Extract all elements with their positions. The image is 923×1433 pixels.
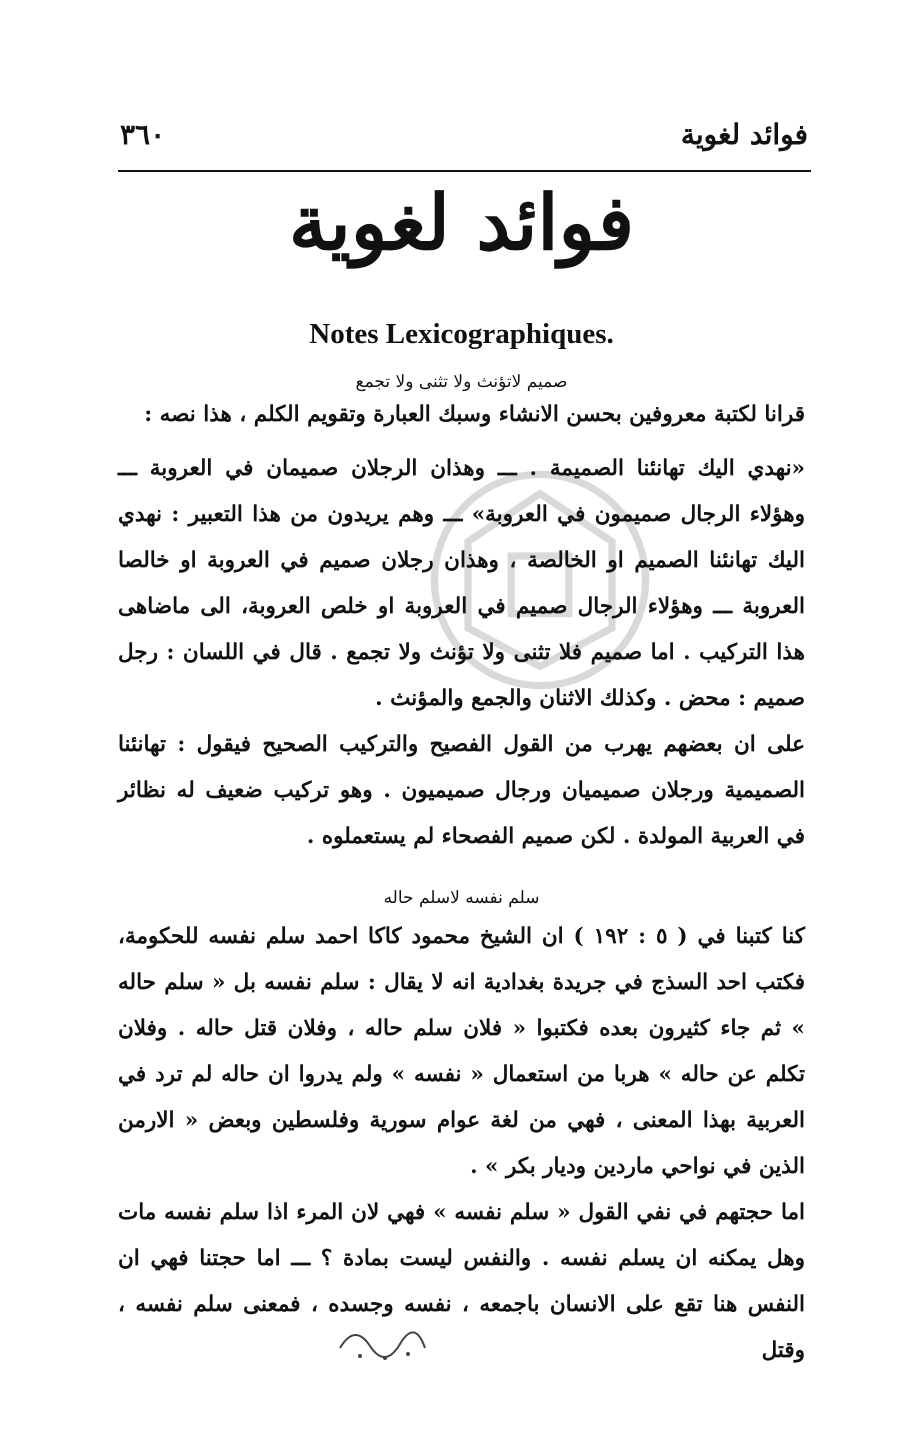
paragraph: اما حجتهم في نفي القول « سلم نفسه » فهي لان المرء اذا سلم نفسه مات وهل يمكنه ان يسلم نفسه . والنفس ليست بمادة ؟ ـــ اما حجتنا فهي ان النفس هنا تقع على الانسان باجمعه ، نفسه وجسده ، فمعنى سلم نفسه ، وقتل — [118, 1200, 805, 1363]
running-title: فوائد لغوية — [680, 118, 808, 151]
page-title-french: Notes Lexicographiques. — [309, 318, 614, 350]
page-header — [120, 110, 808, 170]
page-number: ٣٦٠ — [120, 118, 166, 151]
section-heading-1: صميم لاتؤنث ولا تثنى ولا تجمع — [355, 372, 568, 392]
paragraph: كنا كتبنا في ( ٥ : ١٩٢ ) ان الشيخ محمود كاكا احمد سلم نفسه للحكومة، فكتب احد السذج في جريدة بغدادية انه لا يقال : سلم نفسه بل « سلم حاله » ثم جاء كثيرون بعده فكتبوا « فلان سلم حاله ، وفلان قتل حاله . وفلان تكلم عن حاله » هربا من استعمال « نفسه » ولم يدروا ان حاله لم ترد في العربية بهذا المعنى ، فهي من لغة عوام سورية وفلسطين وبعض « الارمن الذين في نواحي ماردين وديار بكر » . — [118, 924, 805, 1179]
section-body-2 — [118, 914, 805, 1374]
header-rule — [118, 170, 811, 172]
section-body-1 — [118, 392, 805, 860]
paragraph: قرانا لكتبة معروفين بحسن الانشاء وسبك العبارة وتقويم الكلم ، هذا نصه : — [144, 402, 805, 427]
section-heading-2: سلم نفسه لاسلم حاله — [383, 888, 540, 908]
paragraph: على ان بعضهم يهرب من القول الفصيح والتركيب الصحيح فيقول : تهانئنا الصميمية ورجلان صميميان ورجال صميميون . وهو تركيب ضعيف له نظائر في العربية المولدة . لكن صميم الفصحاء لم يستعملوه . — [118, 732, 805, 849]
paragraph: «نهدي اليك تهانئنا الصميمة . ـــ وهذان الرجلان صميمان في العروبة ـــ وهؤلاء الرجال صميمون في العروبة» ـــ وهم يريدون من هذا التعبير : نهدي اليك تهانئنا الصميم او الخالصة ، وهذان رجلان صميم في العروبة او خالصا العروبة ـــ وهؤلاء الرجال صميم في العروبة او خلص العروبة، الى ماضاهى هذا التركيب . اما صميم فلا تثنى ولا تؤنث ولا تجمع . قال في اللسان : رجل صميم : محض . وكذلك الاثنان والجمع والمؤنث . — [118, 456, 805, 711]
page-title-arabic: فوائد لغوية — [288, 178, 635, 267]
ornament-icon — [330, 1318, 430, 1368]
